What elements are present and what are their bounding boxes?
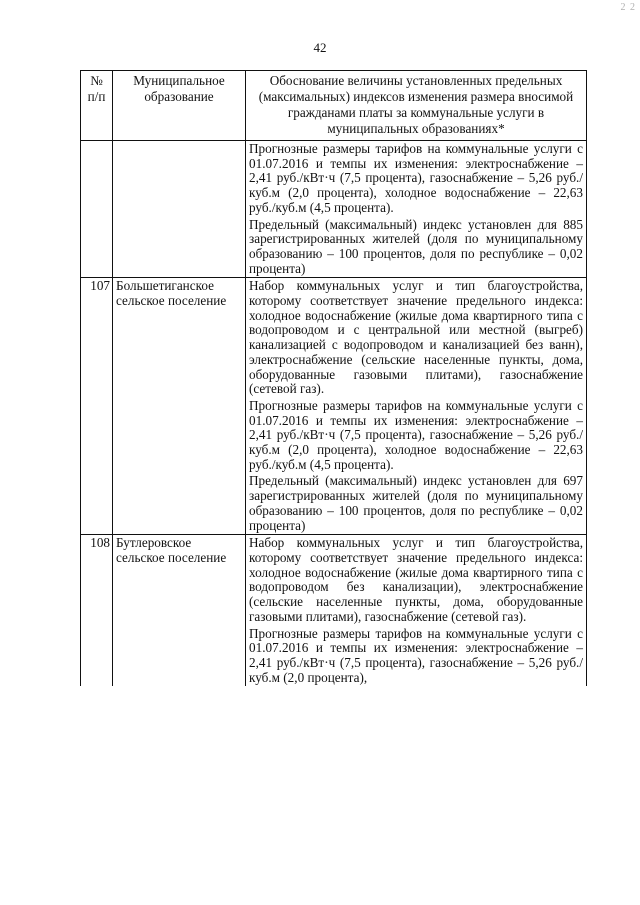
row-number: 107 [81,278,113,535]
justification-paragraph: Набор коммунальных услуг и тип благоустройства, которому соответствует значение предельного индекса: холодное водоснабжение (жилые дома квартирного типа с водопроводом без канализации), электроснабжение (сельские населенные пункты, дома, оборудованные газовыми плитами), газоснабжение (сетевой газ). [249,535,583,624]
page-number: 42 [313,40,327,55]
justification-paragraph: Прогнозные размеры тарифов на коммунальные услуги с 01.07.2016 и темпы их изменения: электроснабжение – 2,41 руб./кВт·ч (7,5 процента), газоснабжение – 5,26 руб./куб.м (2,0 процента), холодное водоснабжение – 22,63 руб./куб.м (4,5 процента). [249,141,583,215]
scan-corner-mark: 2 2 [620,2,636,13]
justification-paragraph: Набор коммунальных услуг и тип благоустройства, которому соответствует значение предельного индекса: холодное водоснабжение (жилые дома квартирного типа с водопроводом и с центральной или местной (выгреб) канализацией с водопроводом и канализацией без ванн), электроснабжение (сельские населенные пункты, дома, оборудованные газовыми плитами), газоснабжение (сетевой газ). [249,278,583,397]
justification-paragraph: Предельный (максимальный) индекс установлен для 697 зарегистрированных жителей (доля по муниципальному образованию – 100 процентов, доля по республике – 0,02 процента) [249,473,583,533]
row-municipality: Большетиганское сельское поселение [113,278,246,535]
row-municipality [113,141,246,278]
justification-paragraph: Прогнозные размеры тарифов на коммунальные услуги с 01.07.2016 и темпы их изменения: электроснабжение – 2,41 руб./кВт·ч (7,5 процента), газоснабжение – 5,26 руб./куб.м (2,0 процента), [249,625,583,685]
row-justification [246,141,587,278]
row-justification [246,535,587,687]
table-row [81,141,587,278]
row-municipality: Бутлеровское сельское поселение [113,535,246,687]
tariff-index-table [80,70,587,686]
table-row [81,278,587,535]
table-row [81,535,587,687]
header-number: № п/п [81,71,113,141]
justification-paragraph: Предельный (максимальный) индекс установлен для 885 зарегистрированных жителей (доля по муниципальному образованию – 100 процентов, доля по республике – 0,02 процента) [249,216,583,276]
row-number: 108 [81,535,113,687]
table-header-row [81,71,587,141]
justification-paragraph: Прогнозные размеры тарифов на коммунальные услуги с 01.07.2016 и темпы их изменения: электроснабжение – 2,41 руб./кВт·ч (7,5 процента), газоснабжение – 5,26 руб./куб.м (2,0 процента), холодное водоснабжение – 22,63 руб./куб.м (4,5 процента). [249,397,583,472]
header-justification: Обоснование величины установленных предельных (максимальных) индексов изменения размера вносимой гражданами платы за коммунальные услуги в муниципальных образованиях* [246,71,587,141]
row-justification [246,278,587,535]
header-municipality: Муниципальное образование [113,71,246,141]
row-number [81,141,113,278]
